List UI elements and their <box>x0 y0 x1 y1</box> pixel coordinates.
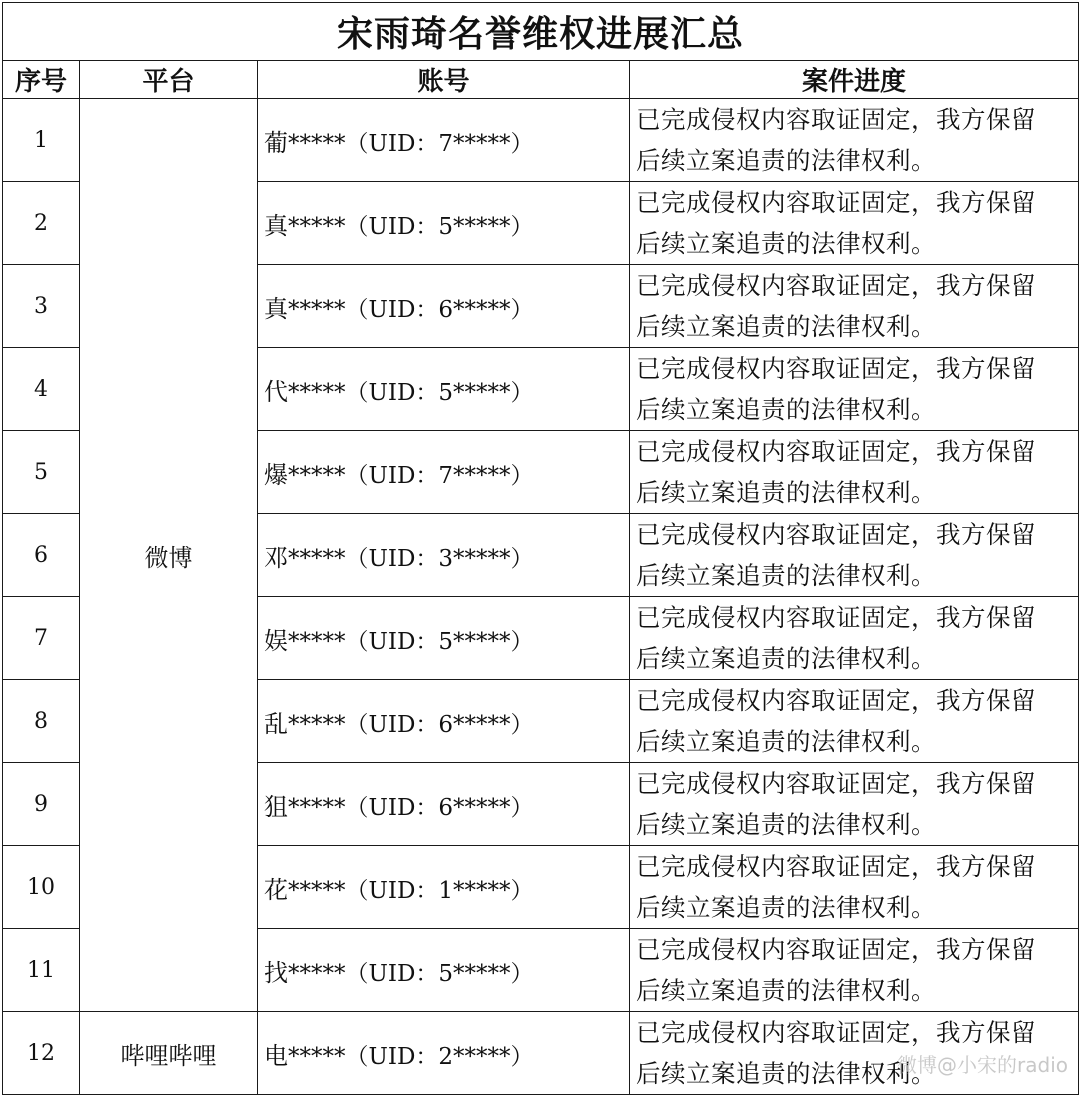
progress-line: 已完成侵权内容取证固定，我方保留 <box>636 852 1036 881</box>
account-cell <box>258 431 630 514</box>
rights-progress-table <box>2 2 1079 1095</box>
account-masked-uid: *****（UID：6*****） <box>288 794 534 821</box>
account-masked-uid: *****（UID：5*****） <box>288 213 534 240</box>
progress-line: 已完成侵权内容取证固定，我方保留 <box>636 354 1036 383</box>
progress-line: 后续立案追责的法律权利。 <box>636 644 936 673</box>
progress-line: 后续立案追责的法律权利。 <box>636 1059 936 1088</box>
account-masked-uid: *****（UID：7*****） <box>288 130 534 157</box>
account-masked-uid: *****（UID：2*****） <box>288 1043 534 1070</box>
row-index: 1 <box>3 99 80 182</box>
progress-line: 已完成侵权内容取证固定，我方保留 <box>636 686 1036 715</box>
row-index: 8 <box>3 680 80 763</box>
account-name-char: 乱 <box>264 709 288 738</box>
progress-cell <box>630 597 1079 680</box>
header-account: 账号 <box>258 61 630 99</box>
row-index: 5 <box>3 431 80 514</box>
account-cell <box>258 929 630 1012</box>
account-masked-uid: *****（UID：6*****） <box>288 296 534 323</box>
progress-cell <box>630 514 1079 597</box>
progress-line: 后续立案追责的法律权利。 <box>636 810 936 839</box>
account-cell <box>258 1012 630 1095</box>
progress-line: 已完成侵权内容取证固定，我方保留 <box>636 437 1036 466</box>
progress-line: 后续立案追责的法律权利。 <box>636 976 936 1005</box>
progress-line: 已完成侵权内容取证固定，我方保留 <box>636 603 1036 632</box>
account-name-char: 爆 <box>264 460 288 489</box>
platform-cell: 微博 <box>80 99 258 1012</box>
row-index: 7 <box>3 597 80 680</box>
account-cell <box>258 182 630 265</box>
document-title: 宋雨琦名誉维权进展汇总 <box>3 3 1079 61</box>
account-name-char: 代 <box>264 377 288 406</box>
account-masked-uid: *****（UID：5*****） <box>288 960 534 987</box>
account-name-char: 葡 <box>264 128 288 157</box>
account-cell <box>258 99 630 182</box>
account-masked-uid: *****（UID：5*****） <box>288 628 534 655</box>
account-cell <box>258 597 630 680</box>
account-cell <box>258 348 630 431</box>
account-cell <box>258 265 630 348</box>
progress-line: 后续立案追责的法律权利。 <box>636 229 936 258</box>
row-index: 2 <box>3 182 80 265</box>
progress-line: 后续立案追责的法律权利。 <box>636 395 936 424</box>
progress-cell <box>630 846 1079 929</box>
progress-line: 已完成侵权内容取证固定，我方保留 <box>636 935 1036 964</box>
account-masked-uid: *****（UID：7*****） <box>288 462 534 489</box>
row-index: 10 <box>3 846 80 929</box>
row-index: 3 <box>3 265 80 348</box>
account-cell <box>258 514 630 597</box>
progress-cell <box>630 348 1079 431</box>
account-cell <box>258 680 630 763</box>
watermark: 微博@小宋的radio <box>897 1053 1068 1077</box>
header-index: 序号 <box>3 61 80 99</box>
account-cell <box>258 763 630 846</box>
progress-line: 后续立案追责的法律权利。 <box>636 727 936 756</box>
account-name-char: 找 <box>264 958 288 987</box>
progress-line: 已完成侵权内容取证固定，我方保留 <box>636 188 1036 217</box>
progress-line: 后续立案追责的法律权利。 <box>636 312 936 341</box>
row-index: 11 <box>3 929 80 1012</box>
progress-cell <box>630 431 1079 514</box>
progress-line: 后续立案追责的法律权利。 <box>636 893 936 922</box>
account-name-char: 花 <box>264 875 288 904</box>
progress-line: 已完成侵权内容取证固定，我方保留 <box>636 271 1036 300</box>
progress-line: 已完成侵权内容取证固定，我方保留 <box>636 769 1036 798</box>
account-name-char: 电 <box>264 1041 288 1070</box>
account-masked-uid: *****（UID：3*****） <box>288 545 534 572</box>
account-cell <box>258 846 630 929</box>
account-masked-uid: *****（UID：5*****） <box>288 379 534 406</box>
progress-cell <box>630 929 1079 1012</box>
progress-cell <box>630 265 1079 348</box>
row-index: 12 <box>3 1012 80 1095</box>
account-masked-uid: *****（UID：1*****） <box>288 877 534 904</box>
progress-line: 已完成侵权内容取证固定，我方保留 <box>636 520 1036 549</box>
progress-line: 已完成侵权内容取证固定，我方保留 <box>636 1018 1036 1047</box>
progress-line: 已完成侵权内容取证固定，我方保留 <box>636 105 1036 134</box>
progress-cell <box>630 680 1079 763</box>
account-name-char: 娱 <box>264 626 288 655</box>
progress-cell <box>630 182 1079 265</box>
row-index: 4 <box>3 348 80 431</box>
account-name-char: 邓 <box>264 543 288 572</box>
header-progress: 案件进度 <box>630 61 1079 99</box>
row-index: 9 <box>3 763 80 846</box>
header-row <box>3 61 1079 99</box>
account-name-char: 狙 <box>264 792 288 821</box>
progress-line: 后续立案追责的法律权利。 <box>636 146 936 175</box>
platform-cell: 哔哩哔哩 <box>80 1012 258 1095</box>
progress-cell <box>630 99 1079 182</box>
account-name-char: 真 <box>264 294 288 323</box>
account-name-char: 真 <box>264 211 288 240</box>
title-row <box>3 3 1079 61</box>
header-platform: 平台 <box>80 61 258 99</box>
row-index: 6 <box>3 514 80 597</box>
table-row <box>3 99 1079 182</box>
progress-line: 后续立案追责的法律权利。 <box>636 478 936 507</box>
account-masked-uid: *****（UID：6*****） <box>288 711 534 738</box>
progress-line: 后续立案追责的法律权利。 <box>636 561 936 590</box>
progress-cell <box>630 763 1079 846</box>
